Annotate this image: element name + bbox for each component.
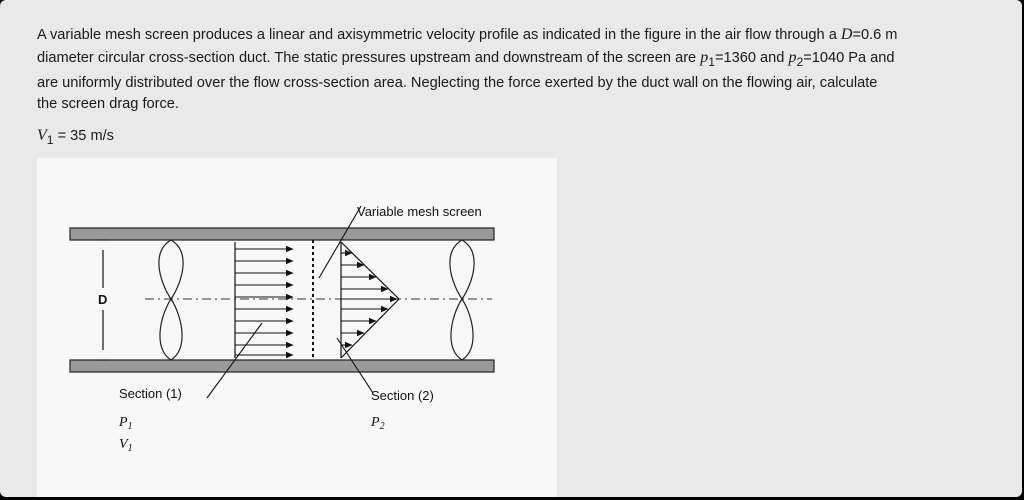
p2-subscript: 2 bbox=[796, 54, 804, 69]
velocity-symbol: V bbox=[37, 127, 47, 144]
problem-line-4: the screen drag force. bbox=[37, 96, 179, 113]
problem-line-1 bbox=[37, 24, 1017, 47]
uniform-velocity-profile bbox=[235, 242, 293, 358]
duct-bottom-wall bbox=[70, 360, 494, 372]
problem-statement bbox=[37, 24, 1017, 116]
linear-profile-envelope-bottom bbox=[341, 299, 399, 358]
section-1-cut-line bbox=[159, 240, 183, 360]
linear-profile-envelope-top bbox=[341, 242, 399, 299]
duct-top-wall bbox=[70, 228, 494, 240]
velocity-value: = 35 m/s bbox=[53, 128, 114, 144]
section-2-cut-line bbox=[450, 240, 474, 360]
p2-value: =1040 Pa and bbox=[803, 49, 895, 66]
section-1-label: Section (1) bbox=[119, 386, 182, 401]
p2-symbol: p bbox=[788, 48, 797, 66]
diameter-label: D bbox=[98, 292, 108, 307]
problem-line-2 bbox=[37, 47, 1017, 73]
p1-value: =1360 and bbox=[715, 49, 789, 66]
diameter-value: =0.6 m bbox=[852, 27, 898, 43]
problem-text: diameter circular cross-section duct. The static pressures upstream and downstream of the screen are bbox=[37, 49, 701, 66]
problem-line-3: are uniformly distributed over the flow cross-section area. Neglecting the force exerted by the duct wall on the flowing air, calculate bbox=[37, 74, 878, 91]
section-2-label: Section (2) bbox=[371, 388, 434, 403]
p1-subscript: 1 bbox=[708, 54, 715, 69]
diameter-symbol: D bbox=[840, 26, 853, 43]
linear-velocity-profile bbox=[341, 242, 399, 358]
section-1-velocity-symbol: $V_1$ bbox=[119, 437, 133, 454]
velocity-subscript: 1 bbox=[46, 132, 54, 147]
duct-diagram bbox=[37, 158, 557, 497]
screen-label: Variable mesh screen bbox=[357, 204, 482, 219]
section-1-pressure-symbol: $P_1$ bbox=[119, 415, 133, 432]
screen-leader-line bbox=[319, 206, 361, 278]
given-velocity bbox=[37, 127, 114, 147]
problem-text: A variable mesh screen produces a linear and axisymmetric velocity profile as indicated in the figure in the air flow through a bbox=[37, 27, 841, 43]
section-2-pressure-symbol: $P_2$ bbox=[371, 415, 385, 432]
duct-figure bbox=[37, 158, 557, 497]
p1-symbol: p bbox=[700, 48, 709, 66]
